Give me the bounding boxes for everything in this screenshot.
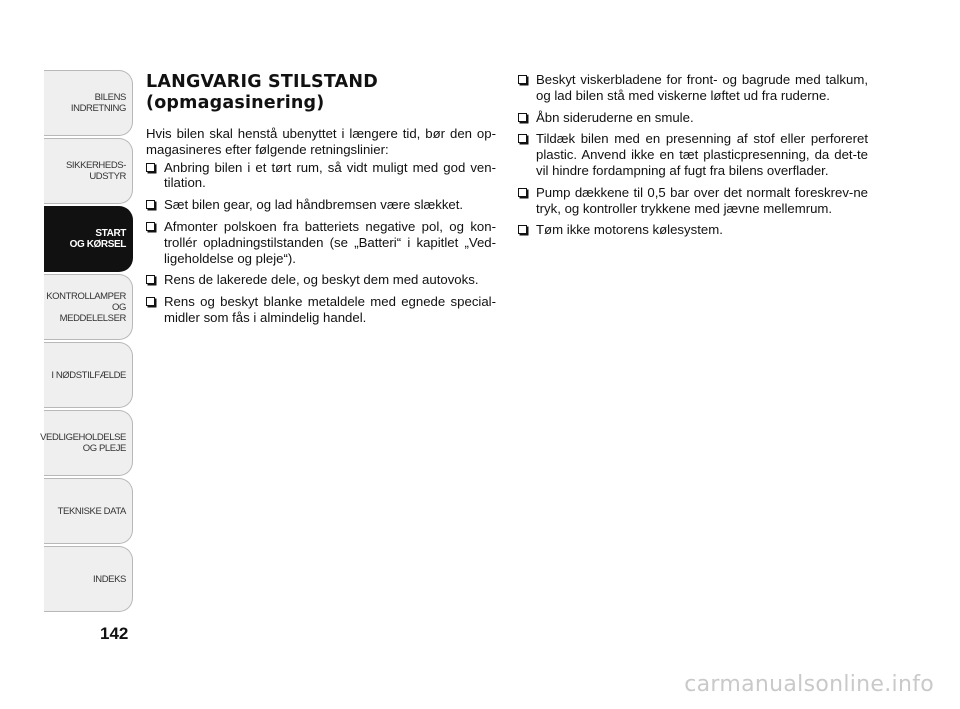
checkbox-bullet-icon <box>518 188 527 197</box>
list-item: Rens de lakerede dele, og beskyt dem med autovoks. <box>146 272 496 288</box>
tab-vedligeholdelse[interactable]: VEDLIGEHOLDELSE OG PLEJE <box>44 410 133 476</box>
tab-tekniske-data[interactable]: TEKNISKE DATA <box>44 478 133 544</box>
intro-paragraph: Hvis bilen skal henstå ubenyttet i længere tid, bør den op-magasineres efter følgende retningslinier: <box>146 126 496 157</box>
page-number: 142 <box>100 624 129 643</box>
checkbox-bullet-icon <box>518 225 527 234</box>
checkbox-bullet-icon <box>146 200 155 209</box>
checkbox-bullet-icon <box>146 297 155 306</box>
list-item: Afmonter polskoen fra batteriets negative pol, og kon-trollér opladningstilstanden (se „Batteri“ i kapitlet „Ved-ligeholdelse og pleje“). <box>146 219 496 266</box>
watermark: carmanualsonline.info <box>684 672 934 697</box>
checkbox-bullet-icon <box>518 113 527 122</box>
tab-sikkerhedsudstyr[interactable]: SIKKERHEDS- UDSTYR <box>44 138 133 204</box>
list-item: Rens og beskyt blanke metaldele med egnede special-midler som fås i almindelig handel. <box>146 294 496 326</box>
right-column <box>518 72 868 244</box>
checkbox-bullet-icon <box>518 134 527 143</box>
list-item: Åbn sideruderne en smule. <box>518 110 868 126</box>
checkbox-bullet-icon <box>146 275 155 284</box>
tab-bilens-indretning[interactable]: BILENS INDRETNING <box>44 70 133 136</box>
list-item: Tildæk bilen med en presenning af stof eller perforeret plastic. Anvend ikke en tæt plasticpresenning, da det-te vil hindre fordampning af fugt fra bilens overflader. <box>518 131 868 178</box>
tab-kontrollamper[interactable]: KONTROLLAMPER OG MEDDELELSER <box>44 274 133 340</box>
list-item: Tøm ikke motorens kølesystem. <box>518 222 868 238</box>
tab-indeks[interactable]: INDEKS <box>44 546 133 612</box>
tab-start-og-korsel[interactable]: START OG KØRSEL <box>44 206 133 272</box>
left-column <box>146 72 496 332</box>
list-item: Anbring bilen i et tørt rum, så vidt muligt med god ven-tilation. <box>146 160 496 192</box>
page-title <box>146 72 496 114</box>
checkbox-bullet-icon <box>146 163 155 172</box>
tab-i-nodstilfaelde[interactable]: I NØDSTILFÆLDE <box>44 342 133 408</box>
title-line-1: LANGVARIG STILSTAND <box>146 72 378 92</box>
checkbox-bullet-icon <box>146 222 155 231</box>
right-checklist <box>518 72 868 238</box>
checkbox-bullet-icon <box>518 75 527 84</box>
list-item: Pump dækkene til 0,5 bar over det normalt foreskrev-ne tryk, og kontroller trykkene med jævne mellemrum. <box>518 185 868 217</box>
left-checklist <box>146 160 496 326</box>
title-line-2: (opmagasinering) <box>146 93 325 113</box>
list-item: Beskyt viskerbladene for front- og bagrude med talkum, og lad bilen stå med viskerne løftet ud fra ruderne. <box>518 72 868 104</box>
list-item: Sæt bilen gear, og lad håndbremsen være slækket. <box>146 197 496 213</box>
